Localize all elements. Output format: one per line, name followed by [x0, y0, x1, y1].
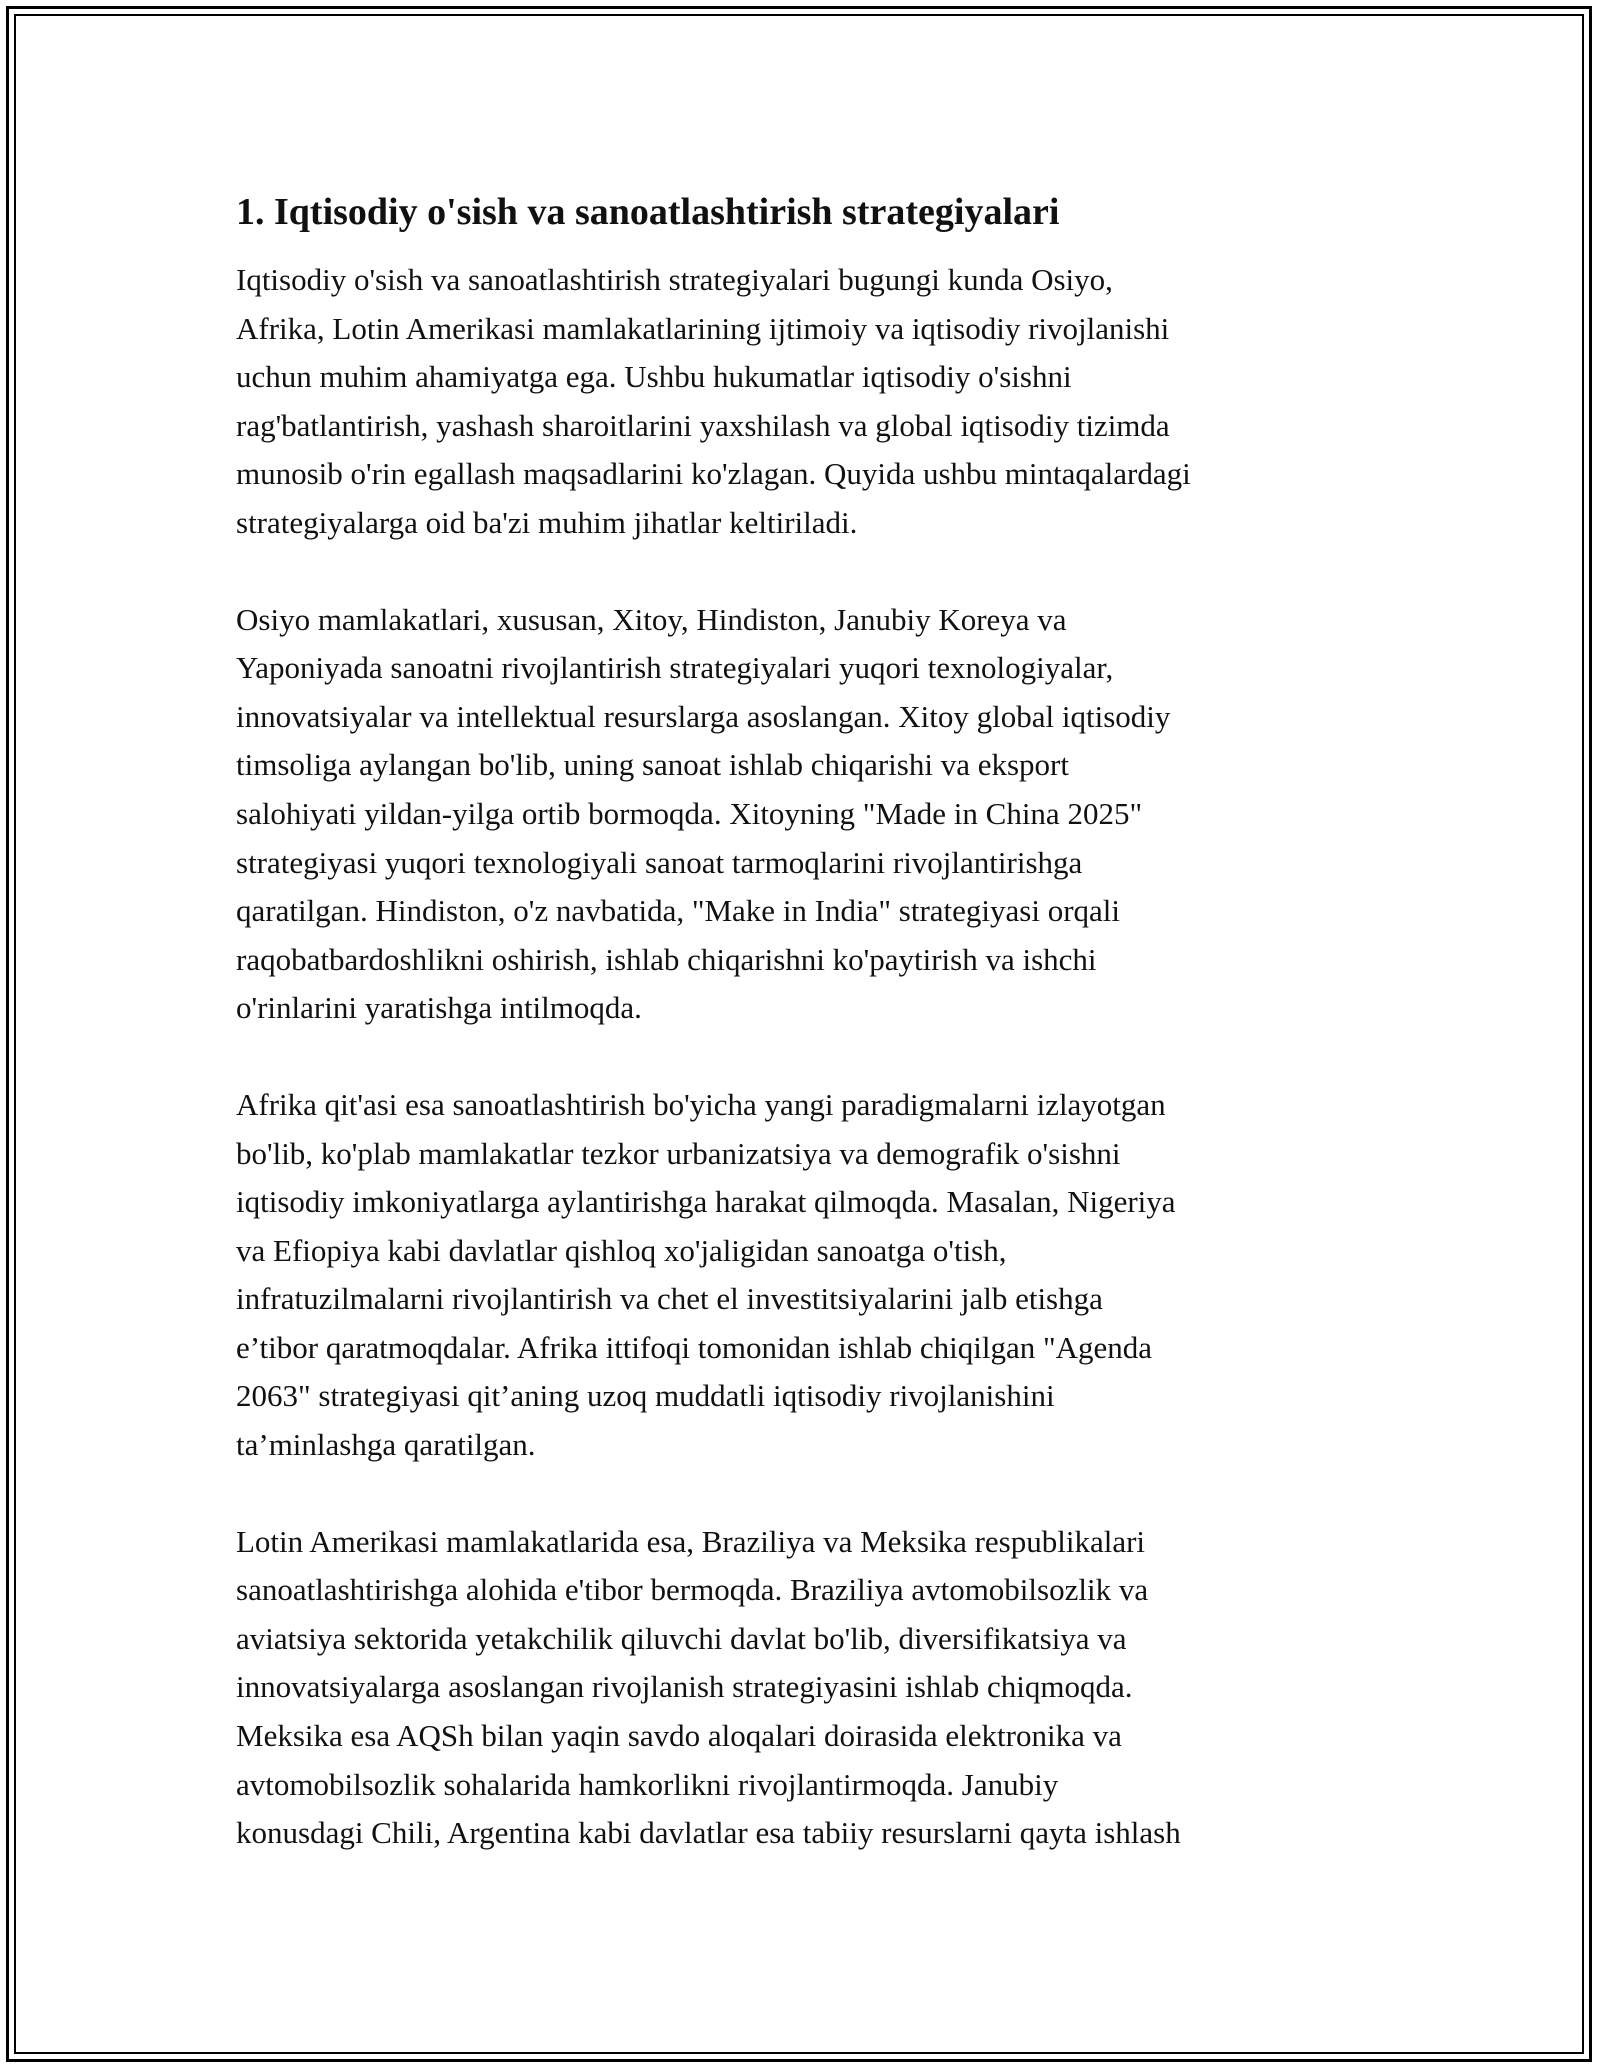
text-line: iqtisodiy imkoniyatlarga aylantirishga harakat qilmoqda. Masalan, Nigeriya: [236, 1184, 1176, 1220]
paragraph-intro: [236, 256, 1376, 548]
text-line: Afrika, Lotin Amerikasi mamlakatlarining ijtimoiy va iqtisodiy rivojlanishi: [236, 310, 1170, 346]
text-line: innovatsiyalar va intellektual resurslarga asoslangan. Xitoy global iqtisodiy: [236, 698, 1171, 734]
section-heading: 1. Iqtisodiy o'sish va sanoatlashtirish strategiyalari: [236, 191, 1060, 233]
paragraph-asia: [236, 596, 1376, 1033]
text-line: avtomobilsozlik sohalarida hamkorlikni rivojlantirmoqda. Janubiy: [236, 1766, 1059, 1802]
paragraph-africa: [236, 1081, 1376, 1470]
text-line: Lotin Amerikasi mamlakatlarida esa, Braziliya va Meksika respublikalari: [236, 1523, 1146, 1559]
text-line: qaratilgan. Hindiston, o'z navbatida, "Make in India" strategiyasi orqali: [236, 893, 1121, 929]
text-line: Osiyo mamlakatlari, xususan, Xitoy, Hindiston, Janubiy Koreya va: [236, 601, 1067, 637]
text-line: innovatsiyalarga asoslangan rivojlanish strategiyasini ishlab chiqmoqda.: [236, 1669, 1133, 1705]
text-line: strategiyasi yuqori texnologiyali sanoat tarmoqlarini rivojlantirishga: [236, 844, 1083, 880]
text-line: rag'batlantirish, yashash sharoitlarini yaxshilash va global iqtisodiy tizimda: [236, 407, 1170, 443]
document-body: [236, 186, 1376, 1906]
text-line: Yaponiyada sanoatni rivojlantirish strategiyalari yuqori texnologiyalar,: [236, 650, 1114, 686]
text-line: strategiyalarga oid ba'zi muhim jihatlar keltiriladi.: [236, 504, 858, 540]
text-line: timsoliga aylangan bo'lib, uning sanoat ishlab chiqarishi va eksport: [236, 747, 1069, 783]
text-line: raqobatbardoshlikni oshirish, ishlab chiqarishni ko'paytirish va ishchi: [236, 941, 1097, 977]
paragraph-latin-america: [236, 1518, 1376, 1858]
text-line: aviatsiya sektorida yetakchilik qiluvchi davlat bo'lib, diversifikatsiya va: [236, 1620, 1127, 1656]
text-line: infratuzilmalarni rivojlantirish va chet el investitsiyalarini jalb etishga: [236, 1281, 1103, 1317]
text-line: 2063" strategiyasi qit’aning uzoq muddatli iqtisodiy rivojlanishini: [236, 1378, 1055, 1414]
text-line: Iqtisodiy o'sish va sanoatlashtirish strategiyalari bugungi kunda Osiyo,: [236, 262, 1113, 297]
text-line: e’tibor qaratmoqdalar. Afrika ittifoqi tomonidan ishlab chiqilgan "Agenda: [236, 1329, 1153, 1365]
text-line: uchun muhim ahamiyatga ega. Ushbu hukumatlar iqtisodiy o'sishni: [236, 359, 1072, 395]
text-line: o'rinlarini yaratishga intilmoqda.: [236, 990, 642, 1026]
text-line: ta’minlashga qaratilgan.: [236, 1427, 536, 1463]
text-line: munosib o'rin egallash maqsadlarini ko'zlagan. Quyida ushbu mintaqalardagi: [236, 456, 1191, 492]
text-line: Afrika qit'asi esa sanoatlashtirish bo'yicha yangi paradigmalarni izlayotgan: [236, 1086, 1166, 1122]
text-line: bo'lib, ko'plab mamlakatlar tezkor urbanizatsiya va demografik o'sishni: [236, 1135, 1121, 1171]
text-line: salohiyati yildan-yilga ortib bormoqda. Xitoyning "Made in China 2025": [236, 795, 1143, 831]
text-line: sanoatlashtirishga alohida e'tibor bermoqda. Braziliya avtomobilsozlik va: [236, 1572, 1149, 1608]
text-line: va Efiopiya kabi davlatlar qishloq xo'jaligidan sanoatga o'tish,: [236, 1232, 1007, 1268]
text-line: konusdagi Chili, Argentina kabi davlatlar esa tabiiy resurslarni qayta ishlash: [236, 1815, 1181, 1851]
text-line: Meksika esa AQSh bilan yaqin savdo aloqalari doirasida elektronika va: [236, 1718, 1122, 1754]
